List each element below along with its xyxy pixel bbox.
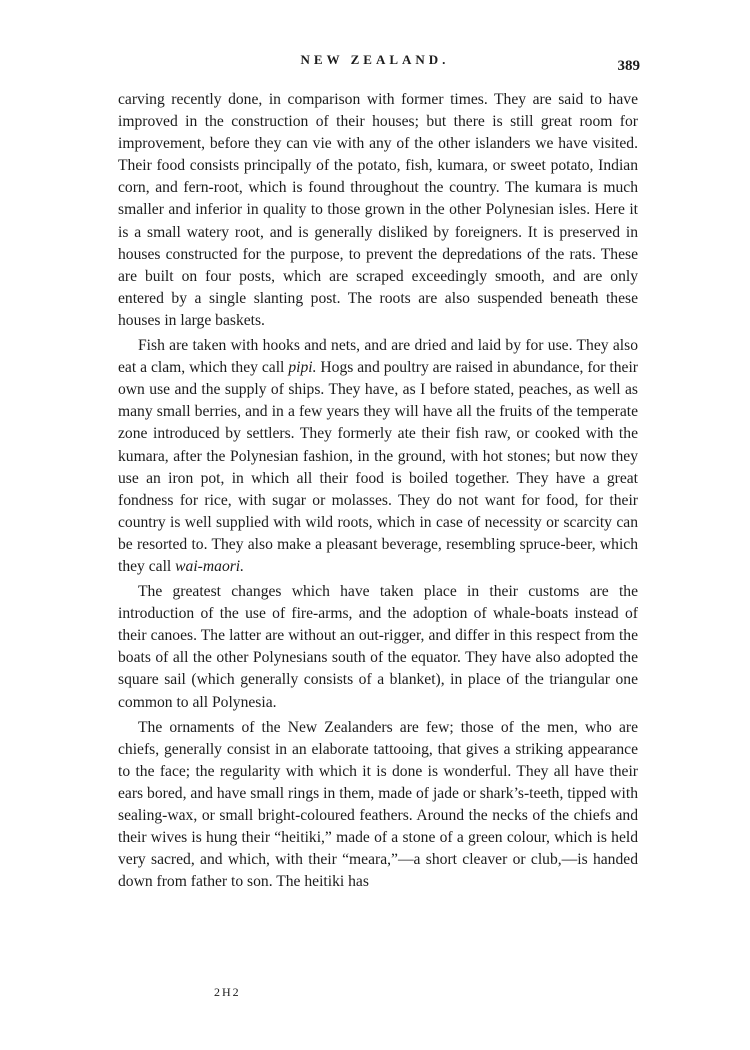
paragraph [118,89,638,332]
paragraph [118,581,638,714]
running-title: NEW ZEALAND. [300,52,450,67]
text-run: The greatest changes which have taken place in their customs are the introduction of the use of fire-arms, and the adoption of whale-boats instead of their canoes. The latter are without an out-rigger, and differ in this respect from the boats of all the other Polynesians south of the equator. They have also adopted the square sail (which generally consists of a blanket), in place of the triangular one common to all Polynesia. [118,583,638,711]
text-run: carving recently done, in comparison with former times. They are said to have improved in the construction of their houses; but there is still great room for improvement, before they can vie with any of the other islanders we have visited. Their food consists principally of the potato, fish, kumara, or sweet potato, Indian corn, and fern-root, which is found throughout the country. The kumara is much smaller and inferior in quality to those grown in the other Polynesian isles. Here it is a small watery root, and is generally disliked by foreigners. It is preserved in houses constructed for the purpose, to prevent the depredations of the rats. These are built on four posts, which are scraped exceedingly smooth, and are only entered by a single slanting post. The roots are also suspended beneath these houses in large baskets. [118,91,638,329]
page-number: 389 [617,58,640,74]
signature-mark: 2H2 [214,985,241,999]
text-run: The ornaments of the New Zealanders are few; those of the men, who are chiefs, generally consist in an elaborate tattooing, that gives a striking appearance to the face; the regularity with which it is done is wonderful. They all have their ears bored, and have small rings in them, made of jade or shark’s-teeth, tipped with sealing-wax, or small bright-coloured feathers. Around the necks of the chiefs and their wives is hung their “heitiki,” made of a stone of a green colour, which is held very sacred, and which, with their “meara,”—a short cleaver or club,—is handed down from father to son. The heitiki has [118,718,638,891]
text-run: Fish are taken with hooks and nets, and are dried and laid by for use. They also eat a clam, which they call [118,337,638,377]
italic-term: wai-maori. [175,557,245,575]
paragraph [118,717,638,894]
body-text [118,89,638,893]
text-run: Hogs and poultry are raised in abundance, for their own use and the supply of ships. They have, as I before stated, peaches, as well as many small berries, and in a few years they will have all the fruits of the temperate zone introduced by settlers. They formerly ate their fish raw, or cooked with the kumara, after the Polynesian fashion, in the ground, with hot stones; but now they use an iron pot, in which all their food is boiled together. They have a great fondness for rice, with sugar or molasses. They do not want for food, for their country is well supplied with wild roots, which in case of necessity or scarcity can be resorted to. They also make a pleasant beverage, resembling spruce-beer, which they call [118,359,639,575]
paragraph [118,335,638,578]
italic-term: pipi. [288,359,317,377]
